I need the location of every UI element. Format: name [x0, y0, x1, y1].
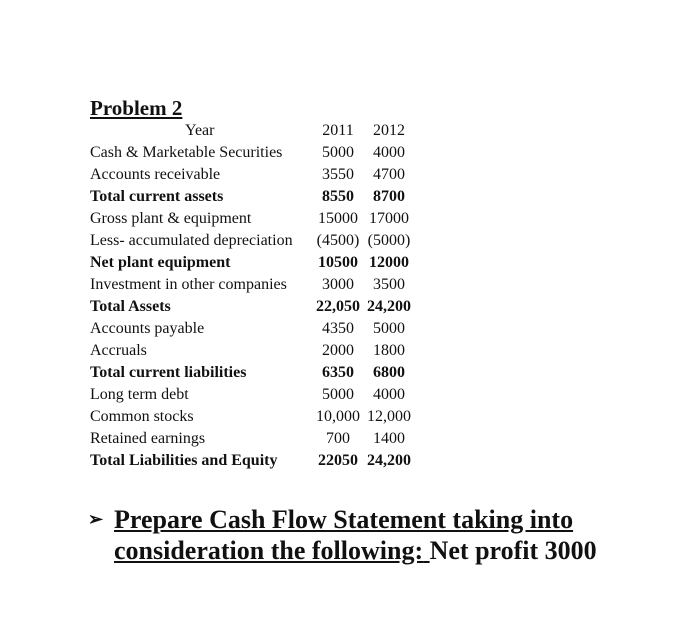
row-value-2011: 5000	[322, 144, 354, 161]
table-row	[90, 406, 420, 428]
table-row	[90, 384, 420, 406]
row-value-2012: 4000	[373, 386, 405, 403]
table-row-total	[90, 252, 420, 274]
row-value-2011: 15000	[318, 210, 358, 227]
row-value-2012: 3500	[373, 276, 405, 293]
table-row-total	[90, 450, 420, 472]
row-value-2011: 700	[326, 430, 350, 447]
row-value-2011: 2000	[322, 342, 354, 359]
row-label: Accruals	[90, 342, 147, 359]
row-label: Accounts receivable	[90, 166, 221, 183]
row-value-2011: (4500)	[316, 232, 360, 249]
table-row	[90, 142, 420, 164]
row-value-2012: 5000	[373, 320, 405, 337]
table-row-total	[90, 362, 420, 384]
year-header-row	[90, 120, 420, 142]
row-label: Total Assets	[90, 298, 171, 315]
row-label: Less- accumulated depreciation	[90, 232, 293, 249]
table-row	[90, 274, 420, 296]
table-row	[90, 318, 420, 340]
row-value-2012: 12,000	[367, 408, 411, 425]
table-row-total	[90, 186, 420, 208]
row-value-2012: 12000	[369, 254, 409, 271]
table-row	[90, 230, 420, 252]
row-value-2012: 1800	[373, 342, 405, 359]
row-label: Gross plant & equipment	[90, 210, 252, 227]
row-label: Investment in other companies	[90, 276, 287, 293]
row-value-2011: 10500	[318, 254, 358, 271]
row-value-2012: 17000	[369, 210, 409, 227]
arrow-bullet-icon: ➢	[88, 509, 104, 529]
year-2011-header: 2011	[322, 122, 354, 139]
page-title: Problem 2	[90, 96, 183, 120]
table-row	[90, 164, 420, 186]
row-label: Retained earnings	[90, 430, 206, 447]
table-row	[90, 428, 420, 450]
row-value-2012: 8700	[373, 188, 405, 205]
table-row-total	[90, 296, 420, 318]
row-label: Cash & Marketable Securities	[90, 144, 283, 161]
instruction-text-2: consideration the following:	[114, 536, 424, 565]
table-row	[90, 340, 420, 362]
row-value-2012: 24,200	[367, 452, 411, 469]
row-value-2011: 3550	[322, 166, 354, 183]
row-value-2012: 24,200	[367, 298, 411, 315]
row-value-2012: (5000)	[367, 232, 411, 249]
row-value-2011: 6350	[322, 364, 354, 381]
row-value-2011: 22050	[318, 452, 358, 469]
row-label: Total current liabilities	[90, 364, 247, 381]
net-profit-text: Net profit 3000	[429, 536, 597, 565]
row-value-2012: 6800	[373, 364, 405, 381]
row-label: Common stocks	[90, 408, 194, 425]
row-value-2012: 4000	[373, 144, 405, 161]
row-value-2011: 8550	[322, 188, 354, 205]
year-header-label: Year	[185, 122, 215, 139]
instruction-line-1	[88, 503, 573, 536]
instruction-text-1: Prepare Cash Flow Statement taking into	[114, 505, 574, 534]
row-value-2011: 10,000	[316, 408, 360, 425]
row-label: Net plant equipment	[90, 254, 231, 271]
row-value-2011: 4350	[322, 320, 354, 337]
row-label: Total current assets	[90, 188, 224, 205]
row-label: Accounts payable	[90, 320, 205, 337]
row-label: Long term debt	[90, 386, 189, 403]
row-value-2011: 22,050	[316, 298, 360, 315]
row-value-2011: 3000	[322, 276, 354, 293]
table-row	[90, 208, 420, 230]
row-value-2011: 5000	[322, 386, 354, 403]
row-value-2012: 4700	[373, 166, 405, 183]
row-value-2012: 1400	[373, 430, 405, 447]
instruction-line-2	[114, 535, 597, 567]
year-2012-header: 2012	[373, 122, 405, 139]
row-label: Total Liabilities and Equity	[90, 452, 278, 469]
